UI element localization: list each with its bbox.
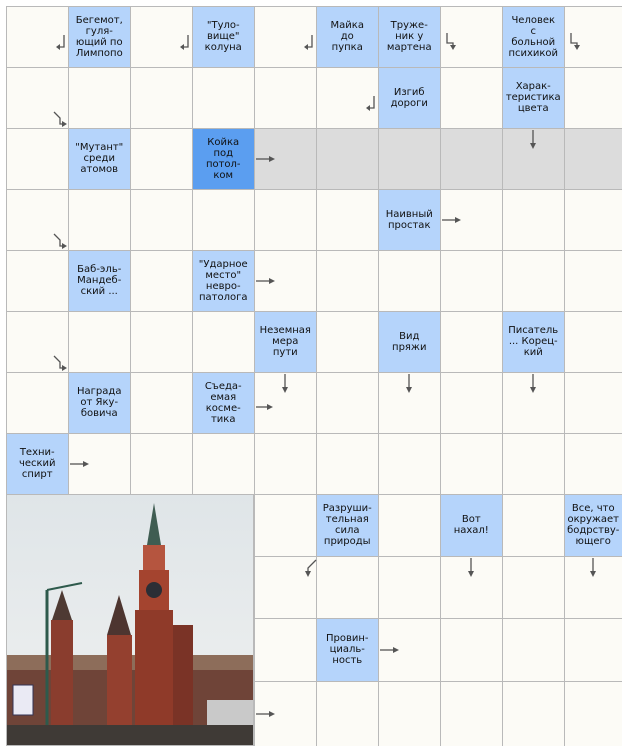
answer-cell[interactable]: [193, 434, 254, 494]
highlighted-answer-cell[interactable]: [441, 129, 502, 189]
answer-cell[interactable]: [131, 312, 192, 372]
answer-cell[interactable]: [69, 68, 130, 128]
arrow-icon: [254, 702, 278, 726]
arrow-icon: [397, 372, 421, 396]
answer-cell[interactable]: [503, 682, 564, 746]
arrow-icon: [459, 556, 483, 580]
answer-cell[interactable]: [255, 68, 316, 128]
answer-cell[interactable]: [441, 434, 502, 494]
answer-cell[interactable]: [379, 557, 440, 618]
answer-cell[interactable]: [131, 373, 192, 433]
answer-cell[interactable]: [317, 190, 378, 250]
arrow-icon: [521, 372, 545, 396]
answer-cell[interactable]: [69, 312, 130, 372]
kremlin-tower-picture: [7, 495, 253, 745]
answer-cell[interactable]: [7, 251, 68, 311]
clue-cell-c7: Харак- теристика цвета: [503, 68, 564, 128]
clue-cell-c22: Провин- циаль- ность: [317, 619, 378, 681]
answer-cell[interactable]: [131, 129, 192, 189]
clue-cell-c6: Изгиб дороги: [379, 68, 440, 128]
answer-cell[interactable]: [441, 68, 502, 128]
clue-cell-c16: Награда от Яку- бовича: [69, 373, 130, 433]
highlighted-answer-cell[interactable]: [565, 129, 622, 189]
arrow-icon: [443, 29, 467, 53]
answer-cell[interactable]: [565, 190, 622, 250]
answer-cell[interactable]: [503, 251, 564, 311]
arrow-icon: [521, 128, 545, 152]
answer-cell[interactable]: [503, 557, 564, 618]
answer-cell[interactable]: [503, 619, 564, 681]
answer-cell[interactable]: [131, 68, 192, 128]
arrow-icon: [364, 92, 388, 116]
answer-cell[interactable]: [503, 434, 564, 494]
arrow-icon: [68, 452, 92, 476]
arrow-icon: [254, 395, 278, 419]
arrow-icon: [50, 352, 74, 376]
answer-cell[interactable]: [131, 434, 192, 494]
answer-cell[interactable]: [379, 682, 440, 746]
answer-cell[interactable]: [565, 619, 622, 681]
answer-cell[interactable]: [317, 251, 378, 311]
crossword-grid: [6, 6, 622, 746]
arrow-icon: [273, 372, 297, 396]
answer-cell[interactable]: [379, 434, 440, 494]
clue-cell-c5: Человек с больной психикой: [503, 7, 564, 67]
answer-cell[interactable]: [503, 190, 564, 250]
clue-cell-c1: Бегемот, гуля- ющий по Лимпопо: [69, 7, 130, 67]
answer-cell[interactable]: [441, 373, 502, 433]
clue-cell-c13: Неземная мера пути: [255, 312, 316, 372]
answer-cell[interactable]: [441, 682, 502, 746]
answer-cell[interactable]: [441, 251, 502, 311]
clue-cell-c10: Наивный простак: [379, 190, 440, 250]
answer-cell[interactable]: [317, 557, 378, 618]
clue-cell-c12: "Ударное место" невро- патолога: [193, 251, 254, 311]
clue-cell-c9: Койка под потол- ком: [193, 129, 254, 189]
clue-cell-c8: "Мутант" среди атомов: [69, 129, 130, 189]
answer-cell[interactable]: [131, 251, 192, 311]
arrow-icon: [302, 31, 326, 55]
answer-cell[interactable]: [441, 312, 502, 372]
answer-cell[interactable]: [317, 312, 378, 372]
answer-cell[interactable]: [317, 373, 378, 433]
answer-cell[interactable]: [255, 434, 316, 494]
clue-cell-c19: Разруши- тельная сила природы: [317, 495, 378, 556]
arrow-icon: [567, 29, 591, 53]
answer-cell[interactable]: [379, 495, 440, 556]
clue-cell-c15: Писатель ... Корец- кий: [503, 312, 564, 372]
clue-cell-c14: Вид пряжи: [379, 312, 440, 372]
answer-cell[interactable]: [7, 129, 68, 189]
arrow-icon: [50, 230, 74, 254]
clue-cell-c18: Техни- ческий спирт: [7, 434, 68, 494]
clue-cell-c21: Все, что окружает бодрству- ющего: [565, 495, 622, 556]
answer-cell[interactable]: [565, 312, 622, 372]
answer-cell[interactable]: [317, 434, 378, 494]
answer-cell[interactable]: [565, 68, 622, 128]
clue-cell-c2: "Туло- вище" колуна: [193, 7, 254, 67]
arrow-icon: [50, 108, 74, 132]
answer-cell[interactable]: [565, 434, 622, 494]
answer-cell[interactable]: [565, 682, 622, 746]
answer-cell[interactable]: [317, 682, 378, 746]
arrow-icon: [440, 208, 464, 232]
answer-cell[interactable]: [255, 619, 316, 681]
clue-cell-c4: Труже- ник у мартена: [379, 7, 440, 67]
arrow-icon: [378, 638, 402, 662]
clue-cell-c11: Баб-эль- Мандеб- ский ...: [69, 251, 130, 311]
arrow-icon: [54, 31, 78, 55]
highlighted-answer-cell[interactable]: [317, 129, 378, 189]
clue-cell-c3: Майка до пупка: [317, 7, 378, 67]
arrow-icon: [254, 269, 278, 293]
arrow-icon: [254, 147, 278, 171]
answer-cell[interactable]: [131, 190, 192, 250]
answer-cell[interactable]: [441, 619, 502, 681]
answer-cell[interactable]: [379, 251, 440, 311]
arrow-icon: [178, 31, 202, 55]
arrow-icon: [298, 556, 322, 580]
arrow-icon: [581, 556, 605, 580]
answer-cell[interactable]: [193, 190, 254, 250]
answer-cell[interactable]: [193, 312, 254, 372]
answer-cell[interactable]: [565, 251, 622, 311]
kremlin-photo: [7, 495, 253, 745]
highlighted-answer-cell[interactable]: [379, 129, 440, 189]
answer-cell[interactable]: [255, 190, 316, 250]
clue-cell-c17: Съеда- емая косме- тика: [193, 373, 254, 433]
answer-cell[interactable]: [565, 373, 622, 433]
answer-cell[interactable]: [255, 495, 316, 556]
answer-cell[interactable]: [7, 373, 68, 433]
clue-cell-c20: Вот нахал!: [441, 495, 502, 556]
answer-cell[interactable]: [193, 68, 254, 128]
answer-cell[interactable]: [69, 190, 130, 250]
answer-cell[interactable]: [503, 495, 564, 556]
